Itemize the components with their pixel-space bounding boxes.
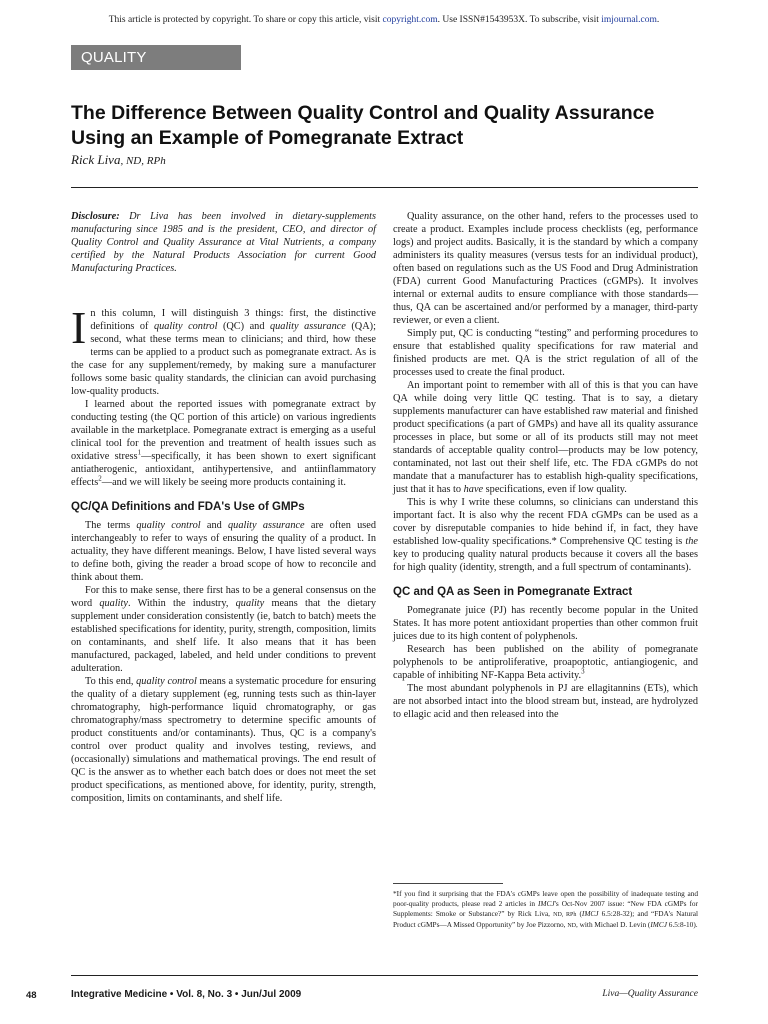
paragraph: [393, 643, 698, 682]
paragraph: [71, 675, 376, 805]
page-number: 48: [26, 990, 37, 1001]
paragraph: [71, 584, 376, 675]
text-span: IMCJ: [581, 909, 599, 918]
copyright-text-end: .: [656, 15, 660, 25]
paragraph: [71, 519, 376, 584]
disclosure-label: Disclosure:: [71, 211, 120, 222]
footnote: [393, 889, 698, 931]
text-span: are often used interchangeably to refer to ways of ensuring the quality of a product. In actuality, they have different meanings. Below, I have listed several ways to define both, giving the reader a broad scope of how to reconcile and think about them.: [71, 520, 376, 583]
text-span: IMCJ: [650, 920, 667, 929]
author-name: Rick Liva: [71, 152, 121, 167]
subscribe-link[interactable]: imjournal.com: [601, 15, 657, 25]
paragraph: Pomegranate juice (PJ) has recently become popular in the United States. It has more potent antioxidant properties than other common fruit juices due to its high content of polyphenols.: [393, 605, 698, 642]
citation: 3: [581, 667, 585, 676]
text-span: This is why I write these columns, so clinicians can understand this important fact. It is also why the recent FDA cGMPs can be used as a cover by disreputable companies to hide behind if, in fact, they have established low-quality specifications.* Comprehensive QC testing is: [393, 497, 698, 547]
text-span: (: [576, 909, 582, 918]
left-column: [71, 210, 376, 805]
right-column: [393, 210, 698, 721]
paragraph: [393, 379, 698, 496]
text-span: For this to make sense, there first has to be a general consensus on the word: [71, 585, 376, 609]
section-label: QUALITY ASSURANCE: [71, 45, 241, 70]
text-span: The terms: [85, 520, 137, 531]
text-span: 6.5:28-32); and “FDA's Natural Product cGMPs—A Missed Opportunity” by Joe Pizzorno,: [393, 909, 698, 929]
copyright-text-mid: . Use ISSN#1543953X. To subscribe, visit: [437, 15, 602, 25]
section-heading: QC and QA as Seen in Pomegranate Extract: [393, 586, 633, 598]
article-title: The Difference Between Quality Control and Quality Assurance Using an Example of Pomegranate Extract: [71, 102, 655, 149]
text-span: , with Michael D. Levin (: [575, 920, 651, 929]
text-span: ND, RPh: [553, 912, 577, 918]
journal-info: Integrative Medicine • Vol. 8, No. 3 • Jun/Jul 2009: [71, 989, 302, 1000]
text-span: the: [685, 536, 698, 547]
text-span: quality control: [136, 676, 197, 687]
text-span: quality assurance: [228, 520, 305, 531]
text-span: (QA); second, what these terms mean to clinicians; and third, how these terms can be applied to a product such as pomegranate extract. As is the case for any supplement/remedy, by making sure a manufacturer follows some basic quality standards, the clinician can avoid purchasing low-quality products.: [71, 321, 376, 397]
text-span: ND: [567, 923, 576, 929]
text-span: have: [463, 484, 484, 495]
paragraph: [393, 496, 698, 574]
paragraph: Simply put, QC is conducting “testing” and performing procedures to ensure that established quality specifications for raw material and finished products are met. QA is the strict regulation of all of the processes used to create the final product.: [393, 328, 698, 378]
paragraph: [71, 398, 376, 489]
text-span: quality: [235, 598, 265, 609]
text-span: key to producing quality natural products because it covers all the bases for high quality (identity, strength, and a full spectrum of contaminants).: [393, 549, 698, 573]
text-span: —specifically, it has been shown to exert significant antiatherogenic, antioxidant, antihypertensive, and antiinflammatory effects: [71, 451, 376, 488]
text-span: IMCJ: [537, 899, 555, 908]
text-span: specifications, even if low quality.: [483, 484, 627, 495]
intro-paragraph: [71, 302, 376, 398]
text-span: quality: [99, 598, 128, 609]
disclosure: [71, 210, 376, 275]
text-span: quality control: [136, 520, 201, 531]
text-span: quality control: [153, 321, 218, 332]
copyright-text: This article is protected by copyright. To share or copy this article, visit: [108, 15, 383, 25]
title-rule: [71, 187, 698, 188]
text-span: —and we will likely be seeing more products containing it.: [101, 477, 346, 488]
copyright-link[interactable]: copyright.com: [382, 15, 438, 25]
footnote-rule: [393, 883, 503, 884]
text-span: . Within the industry,: [127, 598, 236, 609]
text-span: I learned about the reported issues with pomegranate extract by conducting testing (the QC portion of this article) on various ingredients available in the marketplace. Pomegranate extract is emerging as a useful clinical tool for the prevention and treatment of health issues such as oxidative stress: [71, 399, 376, 462]
paragraph: Quality assurance, on the other hand, refers to the processes used to create a product. Examples include process checklists (eg, performance logs) and project audits. Basically, it is the standard by which a company administers its quality measures (versus tests for an individual product), often based on regulations such as the US Food and Drug Administration (FDA) current Good Manufacturing Practices (cGMPs). It involves internal or external audits to ensure compliance with those standards—thus, QA can be ascertained and/or performed by a manager, third-party reviewer, or even a client.: [393, 211, 698, 326]
text-span: quality assurance: [270, 321, 346, 332]
paragraph: The most abundant polyphenols in PJ are ellagitannins (ETs), which are not absorbed intact into the blood stream but, instead, are hydrolyzed to ellagic acid and then released into the: [393, 683, 698, 720]
citation: 1: [137, 448, 142, 457]
text-span: means that the dietary supplement under consideration consistently (ie, batch to batch) meets the established specifications for identity, purity, strength, composition, limits on contaminants, and shelf life. It also means that it has been manufactured, packaged, labeled, and held under conditions to prevent adulteration.: [71, 598, 376, 674]
text-span: *If you find it surprising that the FDA's cGMPs leave open the possibility of inadequate testing and poor-quality products, please read 2 articles in: [393, 889, 698, 908]
text-span: (QC) and: [217, 321, 270, 332]
text-span: To this end,: [85, 676, 137, 687]
text-span: and: [200, 520, 229, 531]
text-span: Research has been published on the ability of pomegranate polyphenols to be antiproliferative, proapoptotic, antiangiogenic, and capable of inhibiting NF-Kappa Beta activity.: [393, 644, 698, 681]
copyright-notice: [0, 15, 768, 25]
text-span: means a systematic procedure for ensuring the quality of a dietary supplement (eg, running tests such as thin-layer chromatography, high-performance liquid chromatography, or gas chromatography/mass spectrometry to determine specific amounts of product constituents and/or contaminants). Thus, QC is a company's control over product quality and involves testing, reviews, and (occasionally) simulations and mathematical provings. The end result of QC is the answer as to whether each batch does or does not meet the set product specifications, as mentioned above, for identity, purity, strength, composition, limits on contaminants, and shelf life.: [71, 676, 376, 804]
text-span: An important point to remember with all of this is that you can have QA while doing very little QC testing. That is to say, a dietary supplements manufacturer can have established raw material and finished product specifications (a part of GMPs) and have all its quality assurance processes in place, but some or all of its products still may not meet standards of acceptable quality control—products may be low potency, contaminated, not last out their shelf life, etc. The FDA cGMPs do not mandate that a manufacturer has to establish high-quality specifications, just that it has to: [393, 380, 698, 495]
disclosure-text: Dr Liva has been involved in dietary-supplements manufacturing since 1985 and is the president, CEO, and director of Quality Control and Quality Assurance at Vital Nutrients, a company certified by the Natural Products Association for current Good Manufacturing Practices.: [71, 211, 376, 274]
byline: [71, 152, 166, 168]
drop-cap: I: [71, 302, 87, 353]
text-span: n this column, I will distinguish 3 things: first, the distinctive definitions of: [90, 308, 376, 332]
section-heading: QC/QA Definitions and FDA's Use of GMPs: [71, 501, 305, 513]
citation: 2: [98, 474, 102, 483]
author-credentials: , ND, RPh: [120, 155, 166, 167]
footer-rule: [71, 975, 698, 976]
text-span: 's Oct-Nov 2007 issue: “New FDA cGMPs for Supplements: Smoke or Substance?” by Rick Liva,: [393, 899, 698, 918]
text-span: 6.5:8-10).: [666, 920, 698, 929]
running-head: Liva—Quality Assurance: [602, 989, 698, 999]
